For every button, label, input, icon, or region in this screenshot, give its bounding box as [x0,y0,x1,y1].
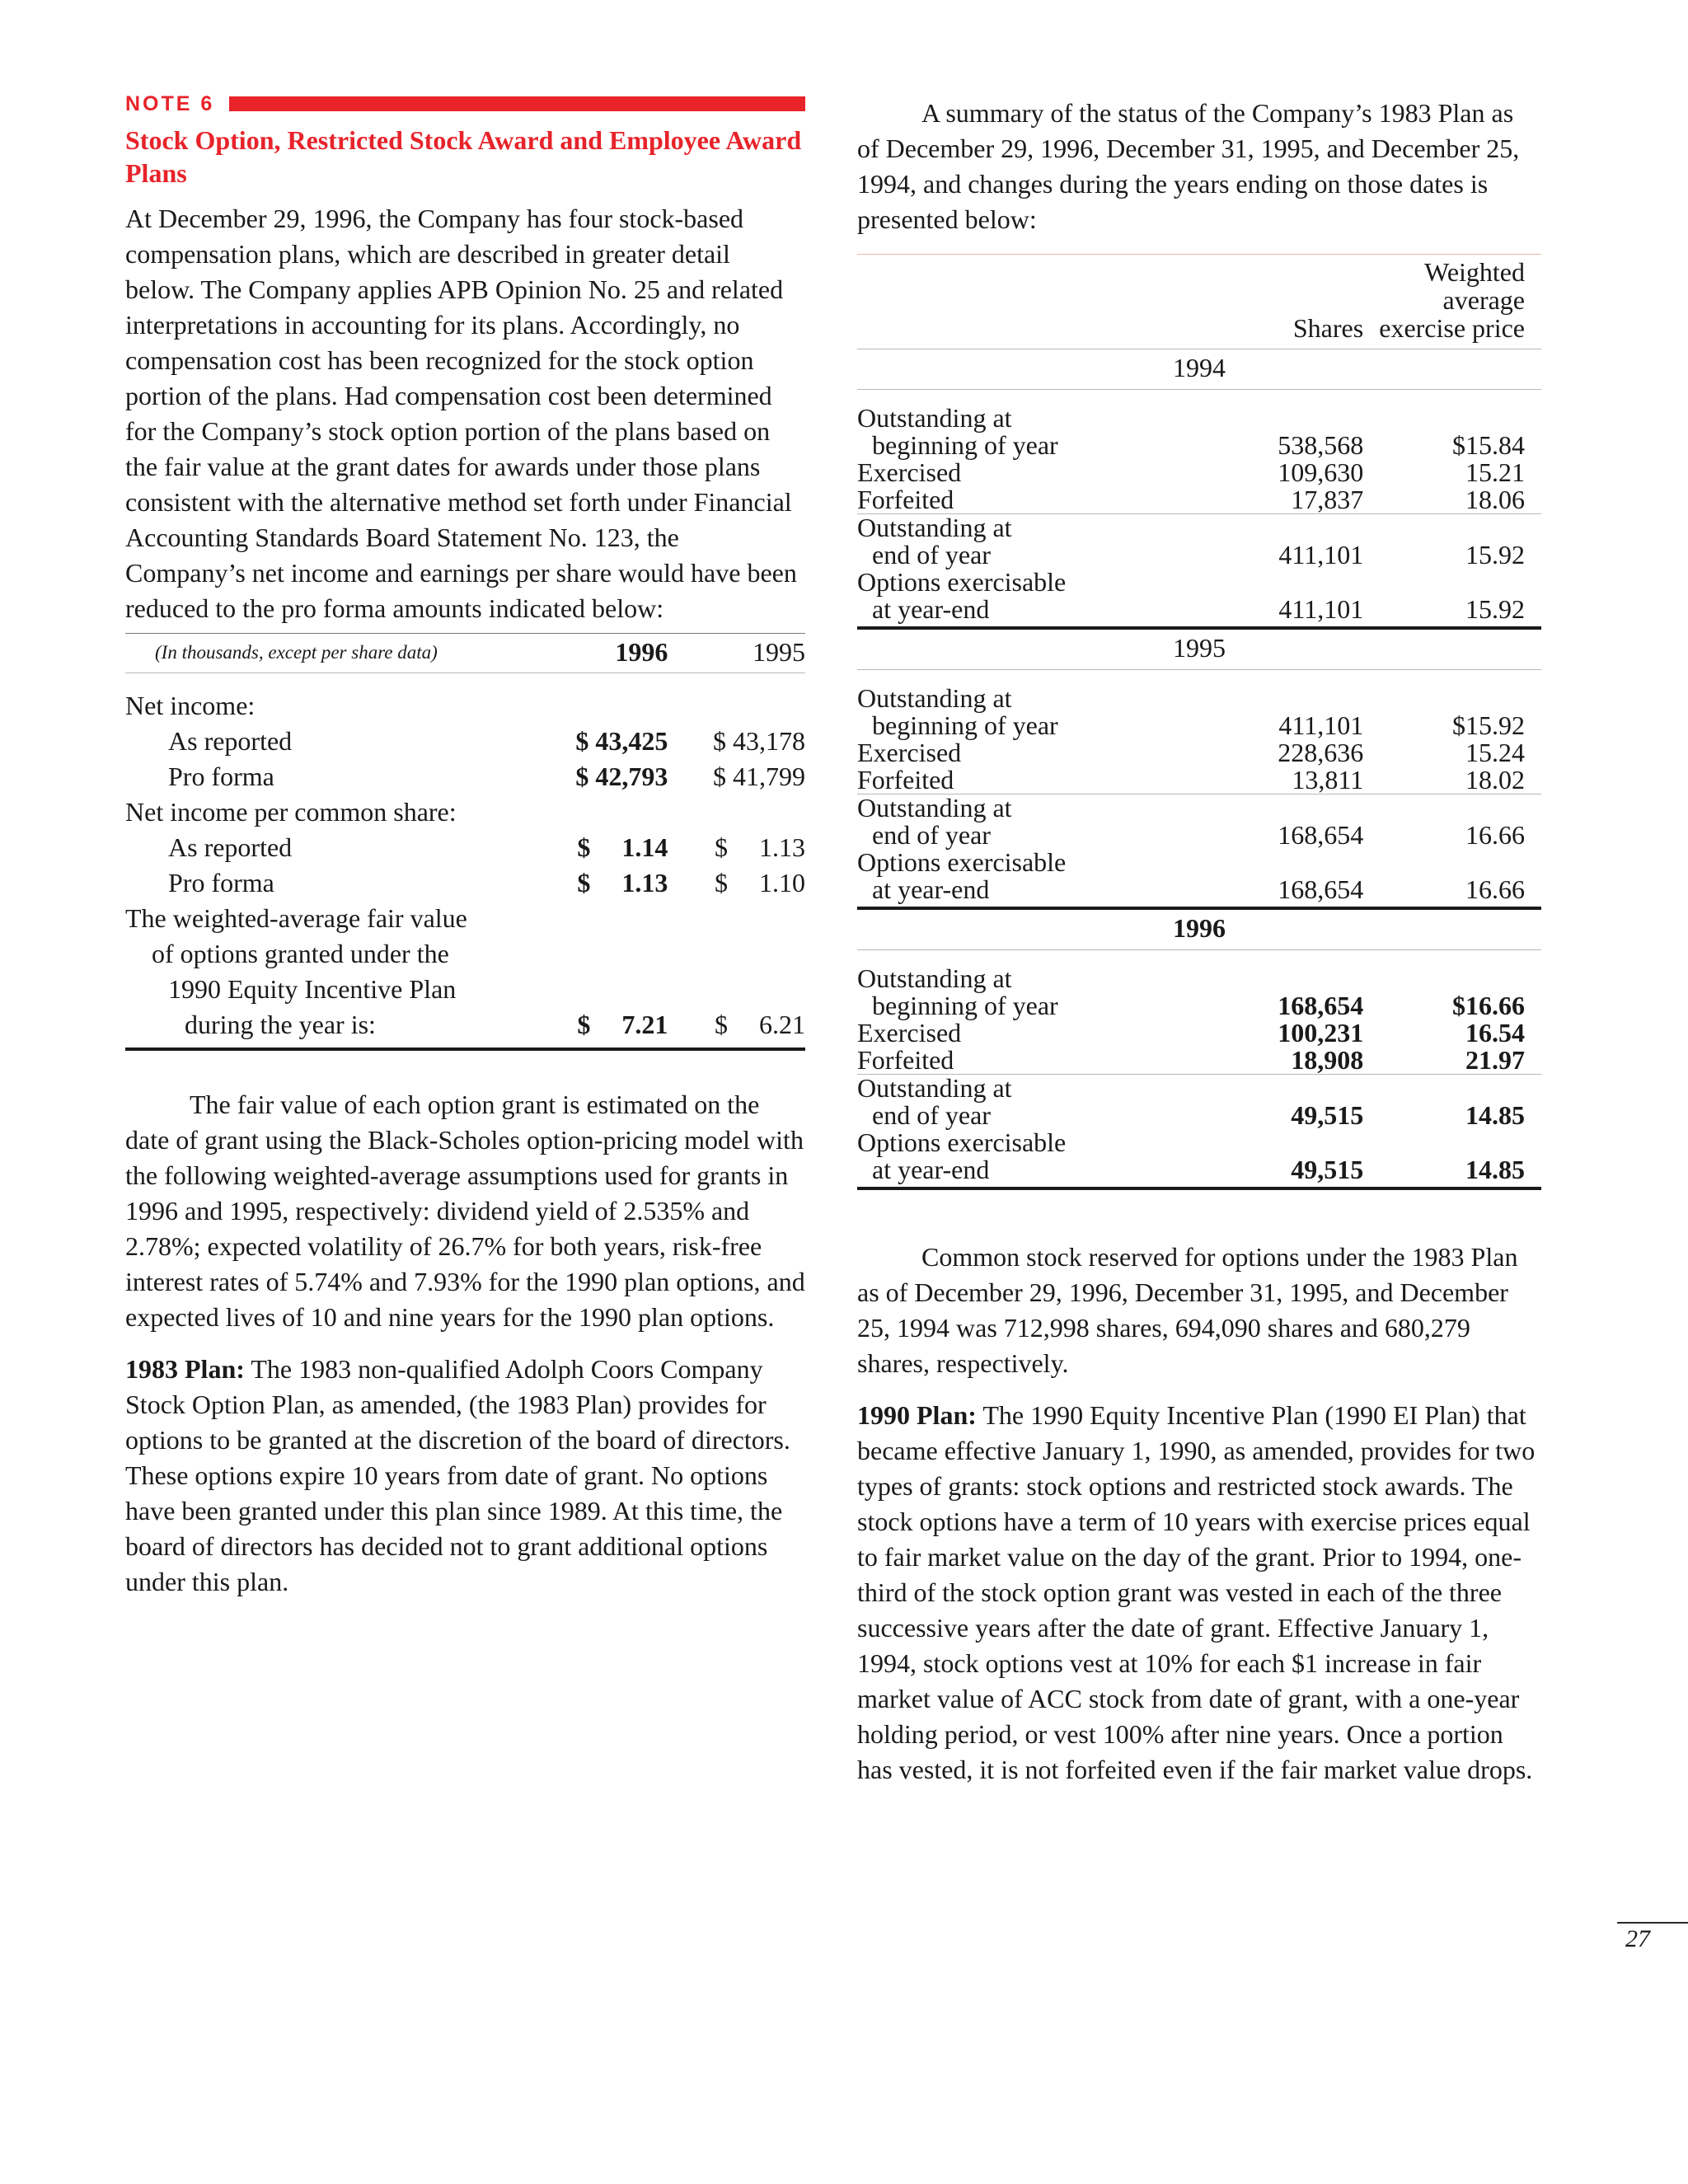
table-row [857,1019,1541,1047]
col-header-price: Weighted average exercise price [1363,255,1541,349]
cell-value: $ 7.21 [548,1007,691,1049]
plan-1990-text: The 1990 Equity Incentive Plan (1990 EI Plan) that became effective January 1, 1990, as amended, provides for two types of grants: stock options and restricted stock awards. The stock options have a term of 10 years with exercise prices equal to fair market value on the day of the grant. Prior to 1994, one-third of the stock option grant was vested in each of the three successive years after the date of grant. Effective January 1, 1994, stock options vest at 10% for each $1 increase in fair market value of ACC stock from date of grant, with a one-year holding period, or vest 100% after nine years. Once a portion has vested, it is not forfeited even if the fair market value drops. [857,1400,1536,1784]
row-label: Outstanding at [857,793,1012,823]
cell-value: $ 6.21 [691,1007,805,1049]
table-cell [1240,405,1363,432]
shares-value: 109,630 [1278,457,1364,487]
row-label: 1990 Equity Incentive Plan [168,974,457,1004]
col-header-1995: 1995 [691,634,805,673]
table-row [857,908,1541,950]
row-label: Net income: [125,691,256,720]
note-title: Stock Option, Restricted Stock Award and Employee Award Plans [125,125,802,188]
table-row [857,486,1541,514]
price-value: 15.92 [1465,540,1525,569]
table-row [125,673,805,724]
page-number-rule [1617,1922,1688,1924]
row-label: Outstanding at [857,963,1012,993]
table-row [857,405,1541,432]
row-label: at year-end [857,596,1240,628]
row-label: beginning of year [872,991,1058,1020]
table-cell [1363,965,1541,992]
table-row [857,766,1541,794]
price-value: 15.92 [1363,596,1541,628]
table-cell [1240,794,1363,823]
table-cell [1363,1075,1541,1103]
row-label: Exercised [857,738,962,767]
row-label: Outstanding at [857,683,1012,713]
table-cell [1240,1075,1363,1103]
table-row [857,1156,1541,1188]
unit-note: (In thousands, except per share data) [125,634,548,673]
price-value: 14.85 [1363,1156,1541,1188]
row-label: Options exercisable [857,1127,1067,1157]
table-cell [1363,794,1541,823]
row-label: beginning of year [872,430,1058,460]
stock-option-table [857,254,1541,1190]
cell-value: $ 1.13 [548,865,691,901]
table-row [857,712,1541,739]
shares-value: 100,231 [1278,1018,1364,1047]
table-row [857,739,1541,766]
table-row [125,865,805,901]
row-label: As reported [168,726,293,756]
shares-value: 49,515 [1291,1100,1364,1130]
col-header-shares: Shares [1240,255,1363,349]
shares-value: 411,101 [1240,596,1363,628]
shares-value: 168,654 [1240,876,1363,908]
reserved-paragraph: Common stock reserved for options under the 1983 Plan as of December 29, 1996, December 31, 1995, and December 25, 1994 was 712,998 shares, 694,090 shares and 680,279 shares, respectively. [857,1242,1518,1378]
pro-forma-header-row [125,634,805,673]
table-cell [1240,569,1363,596]
price-value: 16.54 [1465,1018,1525,1047]
table-cell [1363,569,1541,596]
price-value: $16.66 [1452,991,1525,1020]
plan-1983-paragraph [125,1352,805,1600]
table-cell [1240,685,1363,712]
table-row [857,685,1541,712]
table-row [857,628,1541,670]
shares-value: 168,654 [1278,820,1364,850]
row-label: Exercised [857,457,962,487]
plan-1990-paragraph [857,1398,1541,1788]
table-row [857,822,1541,849]
table-cell [1363,849,1541,876]
table-row [857,876,1541,908]
col-header-1996: 1996 [548,634,691,673]
row-label: end of year [872,1100,991,1130]
note-rule [229,96,805,111]
table-cell [1363,405,1541,432]
intro-paragraph: At December 29, 1996, the Company has four stock-based compensation plans, which are described in greater detail below. The Company applies APB Opinion No. 25 and related interpretations in accounting for its plans. Accordingly, no compensation cost has been recognized for the stock option portion of the plans. Had compensation cost been determined for the Company’s stock option portion of the plans based on the fair value at the grant dates for awards under those plans consistent with the alternative method set forth under Financial Accounting Standards Board Statement No. 123, the Company’s net income and earnings per share would have been reduced to the pro forma amounts indicated below: [125,204,797,623]
dollar-sign: $ [577,1010,591,1039]
price-value: 21.97 [1363,1047,1541,1075]
row-label: end of year [872,820,991,850]
shares-value: 411,101 [1278,540,1364,569]
row-label: Outstanding at [857,403,1012,433]
table-row [857,965,1541,992]
cell-value: $ 1.14 [548,830,691,865]
table-row [857,541,1541,569]
table-row [857,1075,1541,1103]
table-row [125,724,805,759]
table-row [125,936,805,972]
row-label: Options exercisable [857,847,1067,877]
note-label: NOTE 6 [125,91,215,115]
row-label: As reported [168,832,293,862]
table-row [125,830,805,865]
table-cell [1240,965,1363,992]
year-header: 1995 [857,628,1541,670]
row-label: Exercised [857,1018,962,1047]
row-label: of options granted under the [152,939,449,968]
cell-value: $ 1.10 [691,865,805,901]
row-label: beginning of year [872,710,1058,740]
table-row [857,569,1541,596]
row-label: at year-end [857,876,1240,908]
table-row [857,849,1541,876]
price-value: 14.85 [1465,1100,1525,1130]
table-row [125,794,805,830]
price-value: $15.84 [1452,430,1525,460]
dollar-sign: $ [715,832,728,862]
price-value: 18.02 [1363,766,1541,794]
shares-value: 18,908 [1240,1047,1363,1075]
price-value: 16.66 [1363,876,1541,908]
row-label: Pro forma [168,868,274,898]
table-cell [1363,685,1541,712]
year-header: 1994 [857,349,1541,390]
left-column [125,92,805,1600]
table-row [125,972,805,1007]
page-number: 27 [1625,1925,1650,1952]
row-label: at year-end [857,1156,1240,1188]
table-row [857,349,1541,390]
shares-value: 49,515 [1240,1156,1363,1188]
price-value: 15.21 [1465,457,1525,487]
table-cell [1240,1129,1363,1156]
shares-value: 411,101 [1278,710,1364,740]
table-row [857,794,1541,823]
right-column [857,96,1541,1788]
year-header: 1996 [857,908,1541,950]
row-label: during the year is: [125,1007,548,1049]
table-row [857,1047,1541,1075]
row-label: end of year [872,540,991,569]
table-row [857,514,1541,542]
dollar-sign: $ [715,1010,728,1039]
row-label: Outstanding at [857,1073,1012,1103]
shares-value: 13,811 [1240,766,1363,794]
table-row [857,459,1541,486]
plan-1983-text: The 1983 non-qualified Adolph Coors Company Stock Option Plan, as amended, (the 1983 Plan) provides for options to be granted at the discretion of the board of directors. These options expire 10 years from date of grant. No options have been granted under this plan since 1989. At this time, the board of directors has decided not to grant additional options under this plan. [125,1354,790,1596]
pro-forma-table [125,633,805,1051]
price-value: $15.92 [1452,710,1525,740]
shares-value: 228,636 [1278,738,1364,767]
table-row [125,901,805,936]
summary-paragraph: A summary of the status of the Company’s 1983 Plan as of December 29, 1996, December 31, 1995, and December 25, 1994, and changes during the years ending on those dates is presented below: [857,98,1520,234]
table-row [125,759,805,794]
price-value: 18.06 [1363,486,1541,514]
table-cell [1240,514,1363,542]
shares-value: 168,654 [1278,991,1364,1020]
table-row [857,432,1541,459]
price-value: 15.24 [1465,738,1525,767]
row-label: Outstanding at [857,513,1012,542]
stock-table-header-row [857,255,1541,349]
table-cell [1363,1129,1541,1156]
row-label: Forfeited [857,1047,1240,1075]
dollar-sign: $ [577,832,591,862]
note-header [125,92,805,115]
row-label: Net income per common share: [125,797,457,827]
table-row [125,1007,805,1049]
row-label: Forfeited [857,486,1240,514]
plan-1990-label: 1990 Plan: [857,1400,977,1430]
table-row [857,992,1541,1019]
cell-value: $ 41,799 [713,762,805,791]
table-cell [1363,514,1541,542]
row-label: Options exercisable [857,567,1067,597]
shares-value: 538,568 [1278,430,1364,460]
cell-value: $ 42,793 [575,762,668,791]
table-cell [1240,849,1363,876]
row-label: Forfeited [857,766,1240,794]
cell-value: $ 43,425 [575,726,668,756]
shares-value: 17,837 [1240,486,1363,514]
table-row [857,1129,1541,1156]
stock-table-body [857,349,1541,1189]
dollar-sign: $ [577,868,591,898]
price-value: 16.66 [1465,820,1525,850]
table-row [857,596,1541,628]
cell-value: $ 1.13 [691,830,805,865]
plan-1983-label: 1983 Plan: [125,1354,245,1384]
cell-value: $ 43,178 [713,726,805,756]
row-label: The weighted-average fair value [125,903,467,933]
row-label: Pro forma [168,762,274,791]
table-row [857,1102,1541,1129]
fair-value-paragraph: The fair value of each option grant is estimated on the date of grant using the Black-Scholes option-pricing model with the following weighted-average assumptions used for grants in 1996 and 1995, respectively: dividend yield of 2.535% and 2.78%; expected volatility of 26.7% for both years, risk-free interest rates of 5.74% and 7.93% for the 1990 plan options, and expected lives of 10 and nine years for the 1990 plan options. [125,1090,805,1332]
dollar-sign: $ [715,868,728,898]
